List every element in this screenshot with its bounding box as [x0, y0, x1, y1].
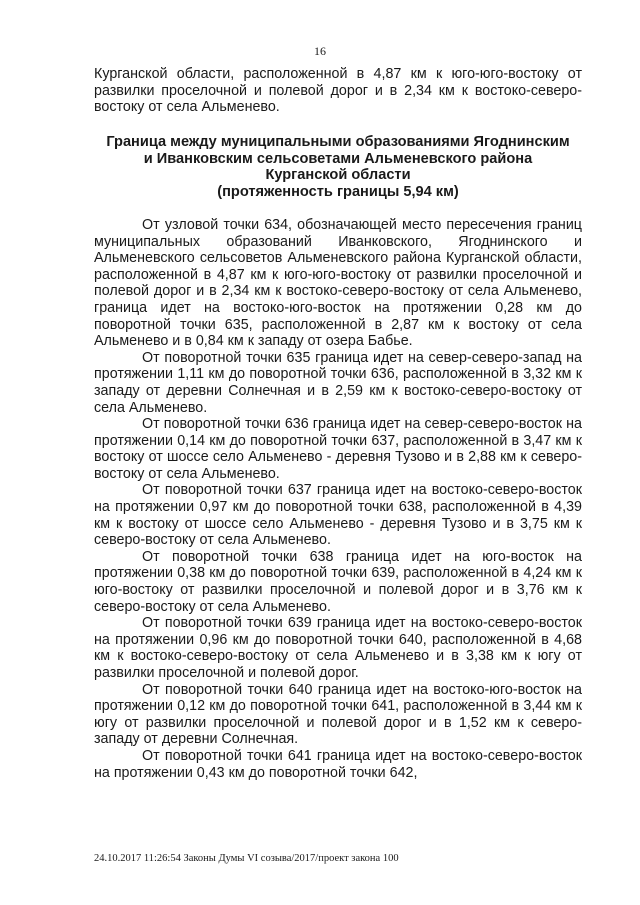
paragraph-3: От поворотной точки 636 граница идет на север-северо-восток на протяжении 0,14 км до поворотной точки 637, расположенной в 3,47 км к востоку от шоссе село Альменево - деревня Тузово и в 2,88 км к северо-востоку от села Альменево. [94, 416, 582, 482]
document-body [94, 66, 582, 781]
paragraph-5: От поворотной точки 638 граница идет на юго-восток на протяжении 0,38 км до поворотной точки 639, расположенной в 4,24 км к юго-востоку от развилки проселочной и полевой дорог и в 3,76 км к северо-востоку от села Альменево. [94, 548, 582, 615]
paragraph-6: От поворотной точки 639 граница идет на востоко-северо-восток на протяжении 0,96 км до поворотной точки 640, расположенной в 4,68 км к востоко-северо-востоку от села Альменево и в 3,38 км к югу от развилки проселочной и полевой дорог. [94, 615, 582, 681]
heading-line-2: и Иванковским сельсоветами Альменевского района [143, 150, 533, 167]
paragraph-4: От поворотной точки 637 граница идет на востоко-северо-восток на протяжении 0,97 км до поворотной точки 638, расположенной в 4,39 км к востоку от шоссе село Альменево - деревня Тузово и в 3,75 км к северо-востоку от села Альменево. [94, 482, 582, 549]
footer-note: 24.10.2017 11:26:54 Законы Думы VI созыва/2017/проект закона 100 [94, 853, 399, 864]
heading-line-4: (протяженность границы 5,94 км) [217, 184, 459, 201]
paragraph-1: От узловой точки 634, обозначающей место пересечения границ муниципальных образований Иванковского, Ягоднинского и Альменевского сельсоветов Альменевского района Курганской области, расположенной в 4,87 км к юго-юго-востоку от развилки проселочной и полевой дорог и в 2,34 км к востоко-северо-востоку от села Альменево, граница идет на востоко-юго-восток на протяжении 0,28 км до поворотной точки 635, расположенной в 2,87 км к востоку от села Альменево и в 0,84 км к западу от озера Бабье. [94, 216, 582, 350]
heading-line-3: Курганской области [265, 167, 411, 184]
heading-line-1: Граница между муниципальными образованиями Ягоднинским [106, 133, 570, 150]
section-heading [94, 134, 582, 201]
paragraph-2: От поворотной точки 635 граница идет на север-северо-запад на протяжении 1,11 км до поворотной точки 636, расположенной в 3,32 км к западу от деревни Солнечная и в 2,59 км к востоко-северо-востоку от села Альменево. [94, 349, 582, 416]
paragraph-7: От поворотной точки 640 граница идет на востоко-юго-восток на протяжении 0,12 км до поворотной точки 641, расположенной в 3,44 км к югу от развилки проселочной и полевой дорог и в 1,52 км к северо-западу от деревни Солнечная. [94, 681, 582, 748]
intro-paragraph: Курганской области, расположенной в 4,87 км к юго-юго-востоку от развилки проселочной и полевой дорог и в 2,34 км к востоко-северо-востоку от села Альменево. [94, 66, 582, 116]
page-number: 16 [314, 44, 326, 58]
paragraph-8: От поворотной точки 641 граница идет на востоко-северо-восток на протяжении 0,43 км до поворотной точки 642, [94, 747, 582, 781]
